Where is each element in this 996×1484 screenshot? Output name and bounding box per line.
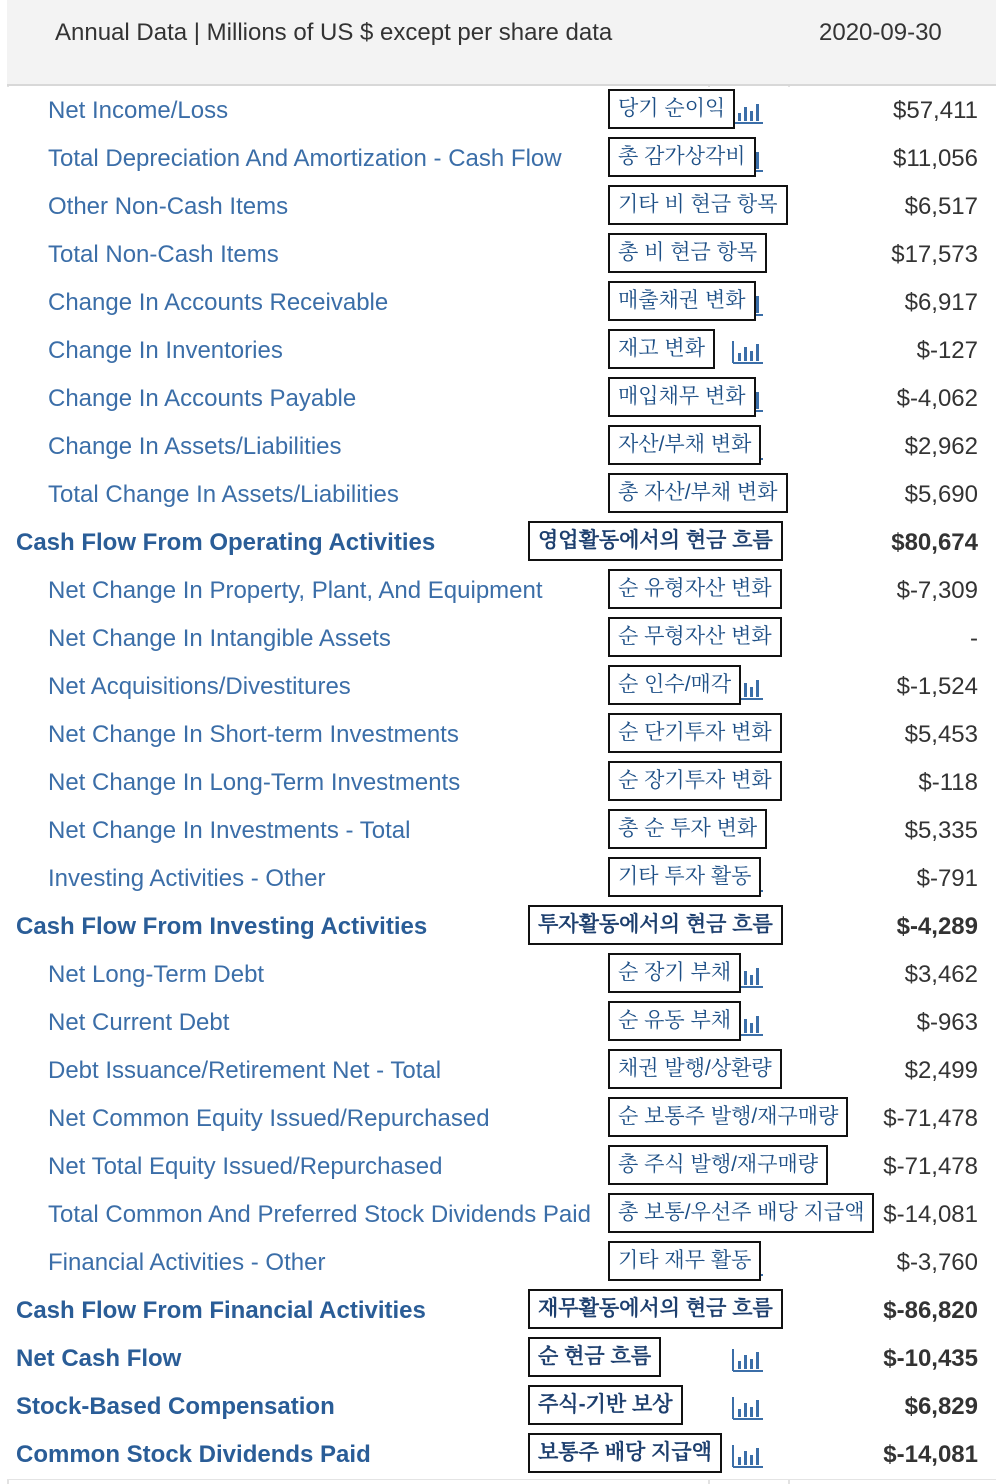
row-value: $11,056: [893, 145, 978, 172]
korean-translation-label: 기타 투자 활동: [608, 857, 761, 897]
row-label-link[interactable]: Net Current Debt: [48, 1009, 230, 1036]
row-label-link[interactable]: Change In Accounts Payable: [48, 385, 357, 412]
row-value: $-4,062: [896, 385, 978, 412]
bar-chart-icon[interactable]: [731, 99, 765, 125]
table-row: [7, 759, 996, 808]
table-row: [7, 231, 996, 280]
row-label-link[interactable]: Debt Issuance/Retirement Net - Total: [48, 1057, 442, 1084]
row-label-link[interactable]: Net Total Equity Issued/Repurchased: [48, 1153, 443, 1180]
korean-translation-label: 순 현금 흐름: [528, 1337, 661, 1377]
table-row: [7, 327, 996, 376]
table-row: [7, 375, 996, 424]
table-row: [7, 903, 996, 952]
table-row: [7, 1191, 996, 1240]
table-row: [7, 1383, 996, 1432]
row-label-link[interactable]: Net Cash Flow: [16, 1345, 182, 1372]
row-label-link[interactable]: Stock-Based Compensation: [16, 1393, 335, 1420]
korean-translation-label: 총 보통/우선주 배당 지급액: [608, 1193, 874, 1233]
column-header-date: 2020-09-30: [819, 19, 942, 46]
row-label-link[interactable]: Net Change In Property, Plant, And Equipment: [48, 577, 543, 604]
row-label-link[interactable]: Net Income/Loss: [48, 97, 229, 124]
row-label-link[interactable]: Net Change In Investments - Total: [48, 817, 411, 844]
row-value: $2,962: [904, 433, 978, 460]
table-row: [7, 1047, 996, 1096]
row-value: $17,573: [891, 241, 978, 268]
row-label-link[interactable]: Change In Inventories: [48, 337, 283, 364]
korean-translation-label: 순 장기투자 변화: [608, 761, 782, 801]
korean-translation-label: 자산/부채 변화: [608, 425, 761, 465]
row-label-link[interactable]: Total Common And Preferred Stock Dividends Paid: [48, 1201, 591, 1228]
table-row: [7, 663, 996, 712]
korean-translation-label: 순 단기투자 변화: [608, 713, 782, 753]
table-row: [7, 471, 996, 520]
korean-translation-label: 순 보통주 발행/재구매량: [608, 1097, 848, 1137]
bar-chart-icon[interactable]: [731, 339, 765, 365]
korean-translation-label: 매출채권 변화: [608, 281, 756, 321]
row-value: $-127: [916, 337, 978, 364]
table-row: [7, 1239, 996, 1288]
row-label-link[interactable]: Net Long-Term Debt: [48, 961, 265, 988]
row-value: $-4,289: [896, 913, 978, 940]
table-row: [7, 615, 996, 664]
korean-translation-label: 보통주 배당 지급액: [528, 1433, 722, 1473]
table-title: Annual Data | Millions of US $ except per share data: [55, 19, 613, 46]
row-value: $-71,478: [883, 1105, 978, 1132]
table-row: [7, 807, 996, 856]
table-row: [7, 183, 996, 232]
korean-translation-label: 순 유동 부채: [608, 1001, 741, 1041]
korean-translation-label: 순 무형자산 변화: [608, 617, 782, 657]
row-label-link[interactable]: Net Change In Short-term Investments: [48, 721, 459, 748]
row-label-link[interactable]: Net Acquisitions/Divestitures: [48, 673, 351, 700]
row-value: $-963: [916, 1009, 978, 1036]
korean-translation-label: 총 비 현금 항목: [608, 233, 767, 273]
korean-translation-label: 매입채무 변화: [608, 377, 756, 417]
row-value: $6,917: [904, 289, 978, 316]
row-value: $-71,478: [883, 1153, 978, 1180]
korean-translation-label: 당기 순이익: [608, 89, 735, 129]
table-row: [7, 279, 996, 328]
korean-translation-label: 재무활동에서의 현금 흐름: [528, 1289, 783, 1329]
korean-translation-label: 순 장기 부채: [608, 953, 741, 993]
korean-translation-label: 총 감가상각비: [608, 137, 756, 177]
table-row: [7, 567, 996, 616]
row-value: $57,411: [893, 97, 978, 124]
row-value: $-14,081: [883, 1201, 978, 1228]
bar-chart-icon[interactable]: [731, 1347, 765, 1373]
bar-chart-icon[interactable]: [731, 1443, 765, 1469]
table-row: [7, 855, 996, 904]
korean-translation-label: 순 유형자산 변화: [608, 569, 782, 609]
row-label-link[interactable]: Change In Accounts Receivable: [48, 289, 389, 316]
row-label-link[interactable]: Total Change In Assets/Liabilities: [48, 481, 399, 508]
row-value: $3,462: [904, 961, 978, 988]
korean-translation-label: 총 순 투자 변화: [608, 809, 767, 849]
korean-translation-label: 기타 재무 활동: [608, 1241, 761, 1281]
korean-translation-label: 기타 비 현금 항목: [608, 185, 788, 225]
table-row: [7, 999, 996, 1048]
row-label-link[interactable]: Change In Assets/Liabilities: [48, 433, 342, 460]
row-label-link[interactable]: Cash Flow From Operating Activities: [16, 529, 436, 556]
row-value: $2,499: [904, 1057, 978, 1084]
row-label-link[interactable]: Net Common Equity Issued/Repurchased: [48, 1105, 490, 1132]
korean-translation-label: 투자활동에서의 현금 흐름: [528, 905, 783, 945]
row-label-link[interactable]: Net Change In Intangible Assets: [48, 625, 391, 652]
row-value: $5,690: [904, 481, 978, 508]
row-value: $-1,524: [896, 673, 978, 700]
row-label-link[interactable]: Total Non-Cash Items: [48, 241, 279, 268]
korean-translation-label: 총 주식 발행/재구매량: [608, 1145, 828, 1185]
table-row: [7, 1431, 996, 1480]
row-value: $-791: [916, 865, 978, 892]
table-row: [7, 1335, 996, 1384]
table-row: [7, 711, 996, 760]
table-row: [7, 1095, 996, 1144]
row-value: $-86,820: [883, 1297, 978, 1324]
row-label-link[interactable]: Investing Activities - Other: [48, 865, 326, 892]
table-row: [7, 423, 996, 472]
table-row: [7, 87, 996, 136]
table-row: [7, 1143, 996, 1192]
korean-translation-label: 채권 발행/상환량: [608, 1049, 782, 1089]
row-value: $5,453: [904, 721, 978, 748]
row-value: $-14,081: [883, 1441, 978, 1468]
row-value: $6,517: [904, 193, 978, 220]
row-label-link[interactable]: Total Depreciation And Amortization - Cash Flow: [48, 145, 562, 172]
row-label-link[interactable]: Other Non-Cash Items: [48, 193, 289, 220]
row-label-link[interactable]: Cash Flow From Investing Activities: [16, 913, 428, 940]
row-value: $-3,760: [896, 1249, 978, 1276]
korean-translation-label: 영업활동에서의 현금 흐름: [528, 521, 783, 561]
row-label-link[interactable]: Common Stock Dividends Paid: [16, 1441, 371, 1468]
korean-translation-label: 총 자산/부채 변화: [608, 473, 788, 513]
korean-translation-label: 주식-기반 보상: [528, 1385, 683, 1425]
korean-translation-label: 순 인수/매각: [608, 665, 741, 705]
bar-chart-icon[interactable]: [731, 1395, 765, 1421]
row-value: $80,674: [891, 529, 978, 556]
table-row: [7, 951, 996, 1000]
row-value: $-118: [918, 769, 978, 796]
row-value: $5,335: [904, 817, 978, 844]
table-row: [7, 519, 996, 568]
row-value: $6,829: [904, 1393, 978, 1420]
row-value: -: [970, 625, 978, 652]
row-label-link[interactable]: Financial Activities - Other: [48, 1249, 326, 1276]
table-row: [7, 135, 996, 184]
table-row: [7, 1287, 996, 1336]
row-label-link[interactable]: Cash Flow From Financial Activities: [16, 1297, 426, 1324]
table-header: [7, 0, 996, 86]
row-label-link[interactable]: Net Change In Long-Term Investments: [48, 769, 461, 796]
row-value: $-7,309: [896, 577, 978, 604]
row-value: $-10,435: [883, 1345, 978, 1372]
korean-translation-label: 재고 변화: [608, 329, 715, 369]
